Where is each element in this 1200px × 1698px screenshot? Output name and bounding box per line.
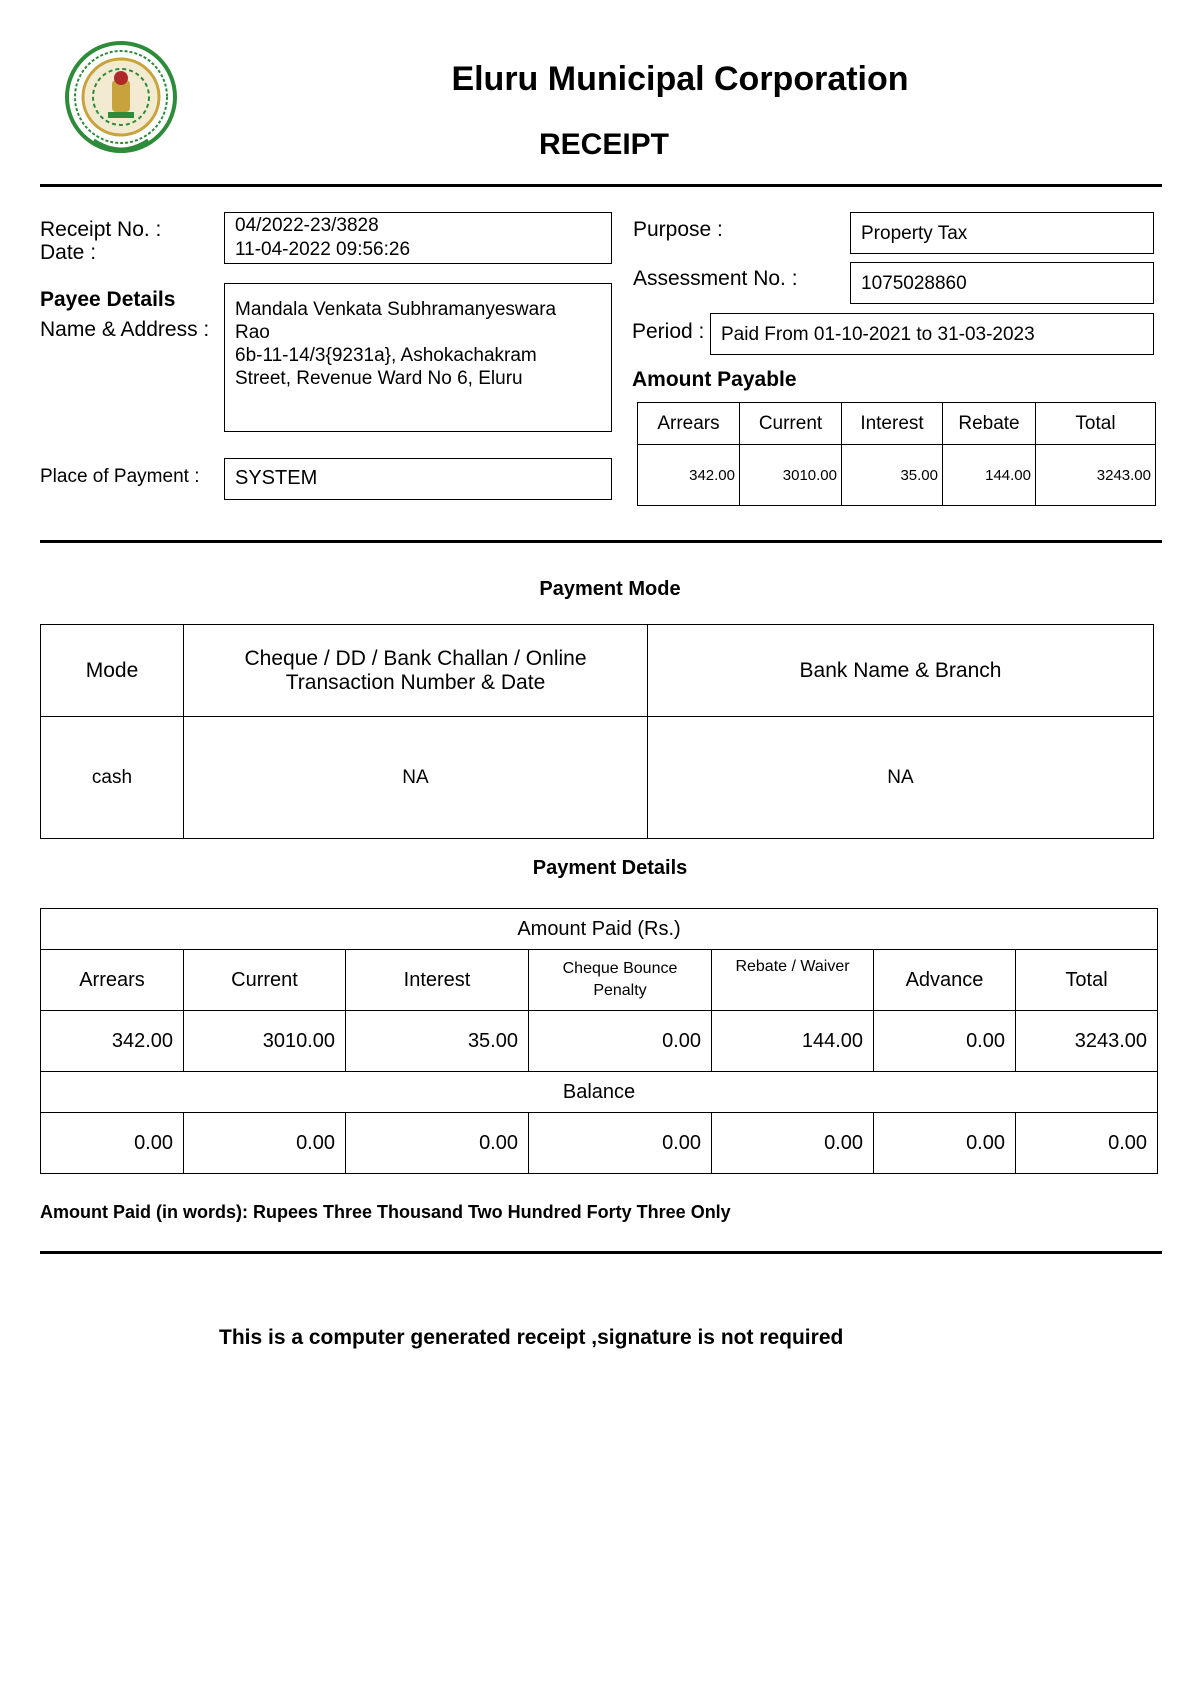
pd-balance-rebate-waiver: 0.00 xyxy=(712,1113,874,1174)
period-label: Period : xyxy=(632,320,705,343)
pd-balance-interest: 0.00 xyxy=(346,1113,529,1174)
pd-balance-advance: 0.00 xyxy=(874,1113,1016,1174)
pd-paid-advance: 0.00 xyxy=(874,1011,1016,1072)
purpose-label: Purpose : xyxy=(633,218,723,241)
pd-header-advance: Advance xyxy=(874,950,1016,1011)
pd-paid-interest: 35.00 xyxy=(346,1011,529,1072)
amount-payable-heading: Amount Payable xyxy=(632,368,797,391)
pd-header-arrears: Arrears xyxy=(41,950,184,1011)
ap-header-arrears: Arrears xyxy=(638,403,740,445)
ap-header-current: Current xyxy=(740,403,842,445)
pm-value-transaction: NA xyxy=(184,717,648,839)
ap-header-total: Total xyxy=(1036,403,1156,445)
pm-value-bank: NA xyxy=(648,717,1154,839)
pm-header-mode: Mode xyxy=(41,625,184,717)
pd-paid-current: 3010.00 xyxy=(184,1011,346,1072)
pd-paid-rebate-waiver: 144.00 xyxy=(712,1011,874,1072)
period-value: Paid From 01-10-2021 to 31-03-2023 xyxy=(710,313,1154,355)
date-value: 11-04-2022 09:56:26 xyxy=(235,239,411,260)
receipt-no-date-box xyxy=(224,212,612,264)
pd-balance-total: 0.00 xyxy=(1016,1113,1158,1174)
pd-header-current: Current xyxy=(184,950,346,1011)
pd-header-total: Total xyxy=(1016,950,1158,1011)
name-address-line: Rao xyxy=(235,322,270,343)
middle-divider xyxy=(40,540,1162,543)
name-address-line: Street, Revenue Ward No 6, Eluru xyxy=(235,368,523,389)
pd-balance-current: 0.00 xyxy=(184,1113,346,1174)
top-divider xyxy=(40,184,1162,187)
ap-value-interest: 35.00 xyxy=(842,445,943,506)
amount-paid-caption: Amount Paid (Rs.) xyxy=(41,909,1158,950)
payee-details-heading: Payee Details xyxy=(40,288,176,311)
ap-header-interest: Interest xyxy=(842,403,943,445)
name-address-label: Name & Address : xyxy=(40,318,210,341)
name-address-box xyxy=(224,283,612,432)
amount-in-words: Amount Paid (in words): Rupees Three Thousand Two Hundred Forty Three Only xyxy=(40,1202,731,1222)
payment-details-table xyxy=(40,908,1158,1174)
payment-details-heading: Payment Details xyxy=(532,857,688,879)
pm-header-transaction: Cheque / DD / Bank Challan / Online Transaction Number & Date xyxy=(184,625,648,717)
pd-header-cheque-bounce: Cheque Bounce Penalty xyxy=(529,950,712,1011)
pd-balance-cheque-bounce: 0.00 xyxy=(529,1113,712,1174)
ap-value-arrears: 342.00 xyxy=(638,445,740,506)
pd-header-interest: Interest xyxy=(346,950,529,1011)
assessment-no-value: 1075028860 xyxy=(850,262,1154,304)
name-address-line: 6b-11-14/3{9231a}, Ashokachakram xyxy=(235,345,537,366)
pd-paid-total: 3243.00 xyxy=(1016,1011,1158,1072)
pd-balance-arrears: 0.00 xyxy=(41,1113,184,1174)
purpose-value: Property Tax xyxy=(850,212,1154,254)
payment-mode-heading: Payment Mode xyxy=(539,578,681,600)
pd-paid-cheque-bounce: 0.00 xyxy=(529,1011,712,1072)
footer-note: This is a computer generated receipt ,signature is not required xyxy=(219,1326,844,1349)
amount-payable-table xyxy=(637,402,1156,506)
date-label: Date : xyxy=(40,241,97,264)
place-of-payment-value: SYSTEM xyxy=(224,458,612,500)
pd-header-rebate-waiver: Rebate / Waiver xyxy=(712,950,874,1011)
receipt-no-value: 04/2022-23/3828 xyxy=(235,215,379,236)
pm-value-mode: cash xyxy=(41,717,184,839)
balance-caption: Balance xyxy=(41,1072,1158,1113)
org-name: Eluru Municipal Corporation xyxy=(451,60,909,98)
assessment-no-label: Assessment No. : xyxy=(633,267,798,290)
pm-header-bank: Bank Name & Branch xyxy=(648,625,1154,717)
ap-value-current: 3010.00 xyxy=(740,445,842,506)
name-address-line: Mandala Venkata Subhramanyeswara xyxy=(235,299,557,320)
ap-header-rebate: Rebate xyxy=(943,403,1036,445)
ap-value-rebate: 144.00 xyxy=(943,445,1036,506)
pd-paid-arrears: 342.00 xyxy=(41,1011,184,1072)
place-of-payment-label: Place of Payment : xyxy=(40,466,200,487)
bottom-divider xyxy=(40,1251,1162,1254)
payment-mode-table xyxy=(40,624,1154,839)
receipt-no-label: Receipt No. : xyxy=(40,218,162,241)
ap-value-total: 3243.00 xyxy=(1036,445,1156,506)
doc-title: RECEIPT xyxy=(538,128,670,161)
